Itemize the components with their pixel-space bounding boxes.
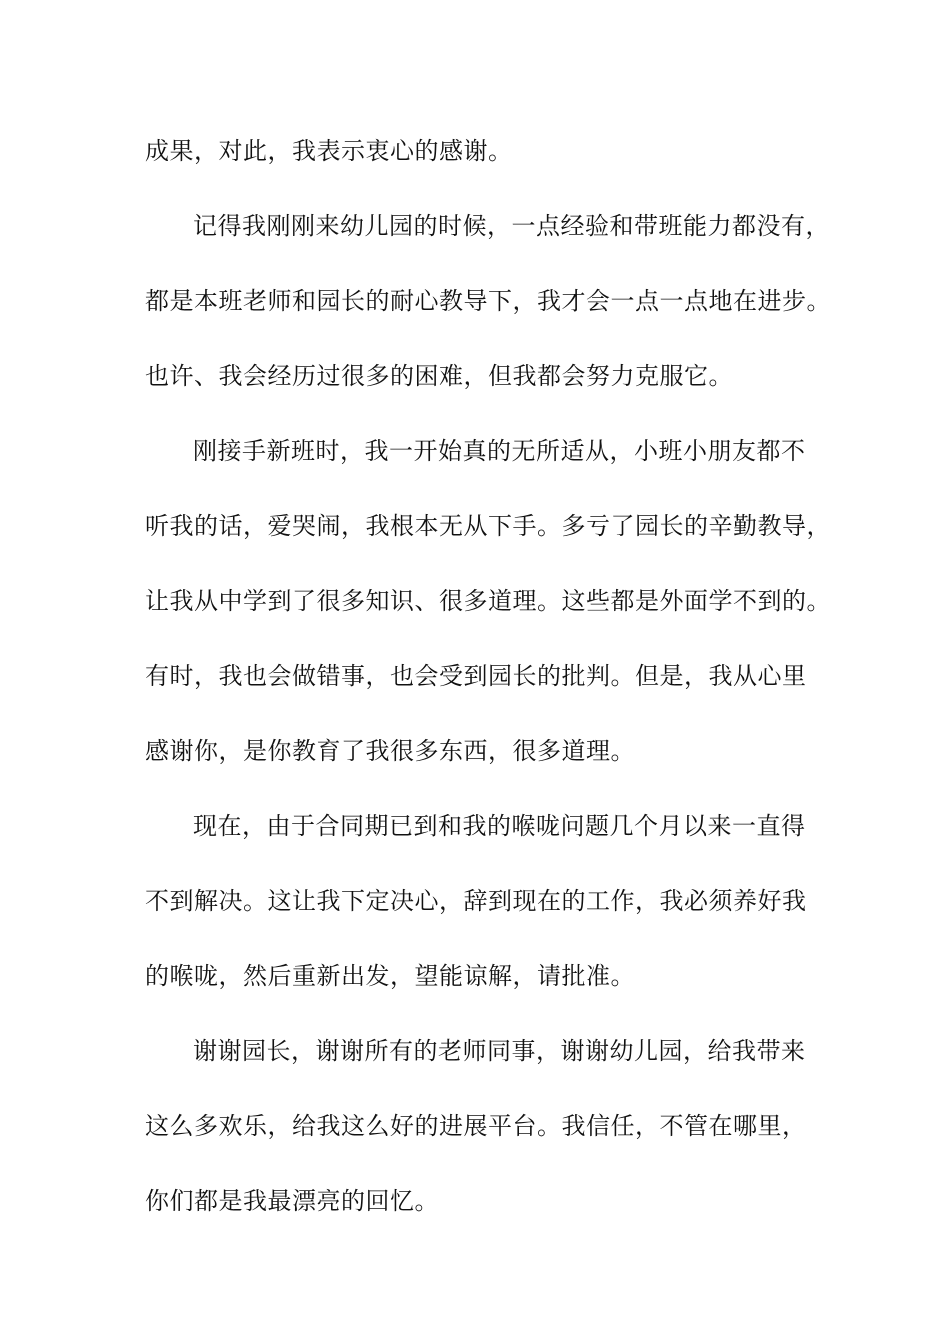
text-line: 不到解决。这让我下定决心，辞到现在的工作，我必须养好我 <box>145 887 807 915</box>
paragraph-first-line: 记得我刚刚来幼儿园的时候，一点经验和带班能力都没有， <box>193 212 830 240</box>
text-line: 让我从中学到了很多知识、很多道理。这些都是外面学不到的。 <box>145 587 831 615</box>
paragraph-first-line: 谢谢园长，谢谢所有的老师同事，谢谢幼儿园，给我带来 <box>193 1037 806 1065</box>
text-line: 感谢你，是你教育了我很多东西，很多道理。 <box>145 737 635 765</box>
text-line: 都是本班老师和园长的耐心教导下，我才会一点一点地在进步。 <box>145 287 831 315</box>
paragraph-first-line: 刚接手新班时，我一开始真的无所适从，小班小朋友都不 <box>193 437 806 465</box>
text-line: 也许、我会经历过很多的困难，但我都会努力克服它。 <box>145 362 733 390</box>
paragraph-first-line: 现在，由于合同期已到和我的喉咙问题几个月以来一直得 <box>193 812 806 840</box>
text-line: 的喉咙，然后重新出发，望能谅解，请批准。 <box>145 962 635 990</box>
text-line: 这么多欢乐，给我这么好的进展平台。我信任，不管在哪里， <box>145 1112 807 1140</box>
text-line: 有时，我也会做错事，也会受到园长的批判。但是，我从心里 <box>145 662 807 690</box>
text-line: 听我的话，爱哭闹，我根本无从下手。多亏了园长的辛勤教导， <box>145 512 831 540</box>
text-line: 成果，对此，我表示衷心的感谢。 <box>145 137 513 165</box>
text-line: 你们都是我最漂亮的回忆。 <box>145 1187 439 1215</box>
